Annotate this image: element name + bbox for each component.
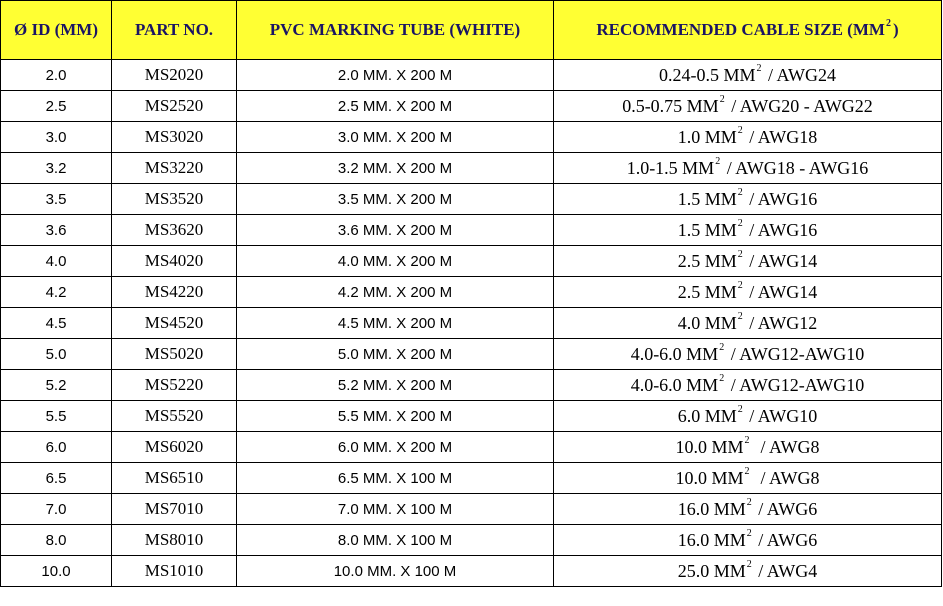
- cell-tube: 4.2 MM. X 200 M: [237, 277, 554, 308]
- table-row: [1, 246, 942, 277]
- cell-tube: 2.5 MM. X 200 M: [237, 91, 554, 122]
- cell-part-no: MS6510: [112, 463, 237, 494]
- awg-value: / AWG24: [763, 64, 837, 85]
- cell-id: 6.5: [1, 463, 112, 494]
- cell-part-no: MS1010: [112, 556, 237, 587]
- cell-id: 3.2: [1, 153, 112, 184]
- cell-id: 3.0: [1, 122, 112, 153]
- table-row: [1, 339, 942, 370]
- cell-id: 7.0: [1, 494, 112, 525]
- cell-tube: 3.0 MM. X 200 M: [237, 122, 554, 153]
- cell-id: 8.0: [1, 525, 112, 556]
- cable-size-value: 2.5 MM: [677, 250, 737, 271]
- table-row: [1, 401, 942, 432]
- cable-size-value: 1.0 MM: [677, 126, 737, 147]
- table-row: [1, 184, 942, 215]
- cell-tube: 7.0 MM. X 100 M: [237, 494, 554, 525]
- squared-superscript: 2: [719, 93, 725, 105]
- squared-superscript: 2: [737, 310, 743, 322]
- cell-part-no: MS4520: [112, 308, 237, 339]
- cell-id: 6.0: [1, 432, 112, 463]
- cell-cable-size: [554, 556, 942, 587]
- squared-superscript: 2: [737, 403, 743, 415]
- cell-cable-size: [554, 215, 942, 246]
- cell-cable-size: [554, 401, 942, 432]
- cell-cable-size: [554, 91, 942, 122]
- cable-size-value: 2.5 MM: [677, 281, 737, 302]
- table-row: [1, 308, 942, 339]
- cable-size-value: 25.0 MM: [677, 560, 746, 581]
- cell-cable-size: [554, 277, 942, 308]
- cable-size-value: 0.24-0.5 MM: [658, 64, 756, 85]
- header-id: Ø ID (MM): [1, 1, 112, 60]
- cell-cable-size: [554, 60, 942, 91]
- awg-value: / AWG14: [744, 281, 818, 302]
- header-part-no: PART NO.: [112, 1, 237, 60]
- cell-tube: 3.5 MM. X 200 M: [237, 184, 554, 215]
- awg-value: / AWG6: [753, 529, 818, 550]
- table-row: [1, 494, 942, 525]
- table-row: [1, 556, 942, 587]
- awg-value: / AWG6: [753, 498, 818, 519]
- awg-value: / AWG12-AWG10: [726, 343, 865, 364]
- table-row: [1, 525, 942, 556]
- cell-id: 5.2: [1, 370, 112, 401]
- squared-superscript: 2: [737, 186, 743, 198]
- cell-tube: 8.0 MM. X 100 M: [237, 525, 554, 556]
- cell-part-no: MS3620: [112, 215, 237, 246]
- cell-cable-size: [554, 153, 942, 184]
- awg-value: / AWG18: [744, 126, 818, 147]
- squared-superscript: 2: [737, 248, 743, 260]
- cell-tube: 4.5 MM. X 200 M: [237, 308, 554, 339]
- cell-cable-size: [554, 122, 942, 153]
- squared-superscript: 2: [737, 217, 743, 229]
- table-row: [1, 432, 942, 463]
- cell-id: 4.0: [1, 246, 112, 277]
- cell-part-no: MS5020: [112, 339, 237, 370]
- cell-id: 2.0: [1, 60, 112, 91]
- header-row: [1, 1, 942, 60]
- cell-tube: 5.0 MM. X 200 M: [237, 339, 554, 370]
- cell-part-no: MS7010: [112, 494, 237, 525]
- cell-cable-size: [554, 184, 942, 215]
- squared-superscript: 2: [744, 465, 750, 477]
- awg-value: / AWG16: [744, 188, 818, 209]
- cell-tube: 5.2 MM. X 200 M: [237, 370, 554, 401]
- awg-value: / AWG12-AWG10: [726, 374, 865, 395]
- header-cable-superscript: 2: [885, 18, 891, 29]
- table-row: [1, 277, 942, 308]
- cable-size-value: 1.5 MM: [677, 219, 737, 240]
- cable-size-value: 16.0 MM: [677, 529, 746, 550]
- cell-id: 3.6: [1, 215, 112, 246]
- cell-part-no: MS3220: [112, 153, 237, 184]
- cell-tube: 4.0 MM. X 200 M: [237, 246, 554, 277]
- cable-size-value: 0.5-0.75 MM: [622, 95, 719, 116]
- cell-cable-size: [554, 525, 942, 556]
- cell-cable-size: [554, 494, 942, 525]
- cell-part-no: MS3520: [112, 184, 237, 215]
- squared-superscript: 2: [737, 279, 743, 291]
- awg-value: / AWG20 - AWG22: [726, 95, 873, 116]
- header-cable-close: ): [892, 20, 899, 39]
- cable-size-value: 1.5 MM: [677, 188, 737, 209]
- cell-part-no: MS5520: [112, 401, 237, 432]
- table-row: [1, 122, 942, 153]
- table-row: [1, 370, 942, 401]
- awg-value: / AWG8: [751, 467, 820, 488]
- cell-id: 3.5: [1, 184, 112, 215]
- cable-size-value: 6.0 MM: [677, 405, 737, 426]
- squared-superscript: 2: [746, 558, 752, 570]
- cell-part-no: MS4220: [112, 277, 237, 308]
- cell-id: 5.0: [1, 339, 112, 370]
- cell-cable-size: [554, 432, 942, 463]
- squared-superscript: 2: [715, 155, 721, 167]
- squared-superscript: 2: [737, 124, 743, 136]
- cable-size-value: 4.0-6.0 MM: [630, 374, 719, 395]
- awg-value: / AWG8: [751, 436, 820, 457]
- cable-size-value: 4.0 MM: [677, 312, 737, 333]
- table-row: [1, 463, 942, 494]
- cell-part-no: MS5220: [112, 370, 237, 401]
- cell-part-no: MS3020: [112, 122, 237, 153]
- table-row: [1, 153, 942, 184]
- squared-superscript: 2: [719, 372, 725, 384]
- cell-tube: 5.5 MM. X 200 M: [237, 401, 554, 432]
- cell-cable-size: [554, 463, 942, 494]
- cell-tube: 6.0 MM. X 200 M: [237, 432, 554, 463]
- cell-part-no: MS8010: [112, 525, 237, 556]
- cell-tube: 6.5 MM. X 100 M: [237, 463, 554, 494]
- cable-size-value: 10.0 MM: [675, 467, 744, 488]
- squared-superscript: 2: [746, 527, 752, 539]
- header-cable-text: RECOMMENDED CABLE SIZE (MM: [596, 20, 885, 39]
- cell-tube: 10.0 MM. X 100 M: [237, 556, 554, 587]
- awg-value: / AWG16: [744, 219, 818, 240]
- squared-superscript: 2: [744, 434, 750, 446]
- header-cable-size: [554, 1, 942, 60]
- cell-id: 10.0: [1, 556, 112, 587]
- awg-value: / AWG18 - AWG16: [722, 157, 869, 178]
- cable-size-value: 1.0-1.5 MM: [626, 157, 715, 178]
- cell-cable-size: [554, 246, 942, 277]
- cable-size-value: 16.0 MM: [677, 498, 746, 519]
- squared-superscript: 2: [756, 62, 762, 74]
- squared-superscript: 2: [719, 341, 725, 353]
- cell-cable-size: [554, 339, 942, 370]
- cell-id: 5.5: [1, 401, 112, 432]
- cell-tube: 3.6 MM. X 200 M: [237, 215, 554, 246]
- cell-id: 4.5: [1, 308, 112, 339]
- squared-superscript: 2: [746, 496, 752, 508]
- cell-id: 2.5: [1, 91, 112, 122]
- cell-cable-size: [554, 370, 942, 401]
- awg-value: / AWG14: [744, 250, 818, 271]
- table-row: [1, 215, 942, 246]
- cell-id: 4.2: [1, 277, 112, 308]
- table-row: [1, 60, 942, 91]
- cable-size-value: 4.0-6.0 MM: [630, 343, 719, 364]
- awg-value: / AWG12: [744, 312, 818, 333]
- cable-size-value: 10.0 MM: [675, 436, 744, 457]
- cell-tube: 3.2 MM. X 200 M: [237, 153, 554, 184]
- awg-value: / AWG10: [744, 405, 818, 426]
- cell-part-no: MS2520: [112, 91, 237, 122]
- table-row: [1, 91, 942, 122]
- table-body: [1, 60, 942, 587]
- cell-part-no: MS6020: [112, 432, 237, 463]
- cell-part-no: MS2020: [112, 60, 237, 91]
- table-header: [1, 1, 942, 60]
- awg-value: / AWG4: [753, 560, 818, 581]
- cell-tube: 2.0 MM. X 200 M: [237, 60, 554, 91]
- cell-cable-size: [554, 308, 942, 339]
- cell-part-no: MS4020: [112, 246, 237, 277]
- header-tube: PVC MARKING TUBE (WHITE): [237, 1, 554, 60]
